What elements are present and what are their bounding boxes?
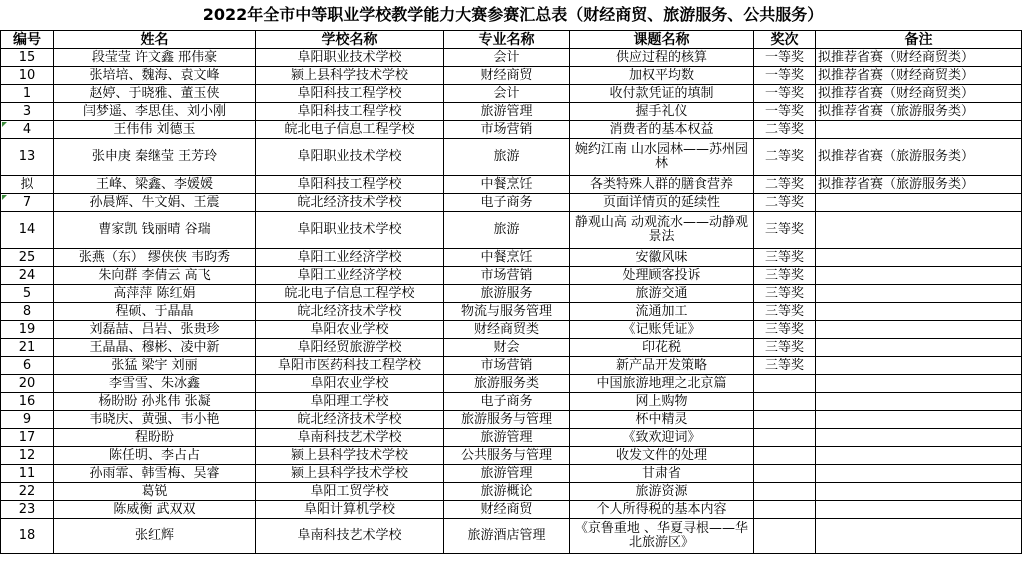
cell-id: 1 [1,85,54,103]
cell-marker-icon [2,195,7,200]
cell-award: 三等奖 [754,357,816,375]
table-row [1,194,1022,212]
col-header-topic: 课题名称 [570,31,754,49]
cell-topic: 甘肃省 [570,465,754,483]
cell-award: 二等奖 [754,176,816,194]
cell-school: 阜南科技艺术学校 [256,519,444,554]
cell-award: 二等奖 [754,139,816,176]
cell-id: 13 [1,139,54,176]
cell-major: 会计 [444,49,570,67]
table-row [1,447,1022,465]
cell-award: 三等奖 [754,339,816,357]
cell-school: 阜阳职业技术学校 [256,212,444,249]
table-row [1,285,1022,303]
cell-names: 杨盼盼 孙兆伟 张凝 [54,393,256,411]
cell-school: 阜阳科技工程学校 [256,85,444,103]
cell-note: 拟推荐省赛（旅游服务类） [816,103,1022,121]
cell-note: 拟推荐省赛（财经商贸类） [816,49,1022,67]
table-row [1,357,1022,375]
cell-note [816,212,1022,249]
table-row [1,249,1022,267]
cell-id: 8 [1,303,54,321]
table-row [1,67,1022,85]
table-row [1,121,1022,139]
cell-school: 阜阳工业经济学校 [256,249,444,267]
cell-major: 旅游 [444,212,570,249]
cell-topic: 流通加工 [570,303,754,321]
cell-school: 阜阳计算机学校 [256,501,444,519]
cell-topic: 静观山高 动观流水——动静观景法 [570,212,754,249]
cell-award: 三等奖 [754,212,816,249]
cell-names: 段莹莹 许文鑫 邢伟豪 [54,49,256,67]
cell-note [816,519,1022,554]
cell-school: 阜阳市医药科技工程学校 [256,357,444,375]
cell-major: 财经商贸类 [444,321,570,339]
cell-school: 阜阳农业学校 [256,321,444,339]
cell-school: 阜阳农业学校 [256,375,444,393]
cell-names: 韦晓庆、黄强、韦小艳 [54,411,256,429]
cell-topic: 收发文件的处理 [570,447,754,465]
cell-note: 拟推荐省赛（财经商贸类） [816,85,1022,103]
cell-note [816,465,1022,483]
cell-award [754,411,816,429]
cell-note [816,393,1022,411]
cell-note [816,267,1022,285]
cell-topic: 加权平均数 [570,67,754,85]
cell-award: 一等奖 [754,49,816,67]
cell-topic: 个人所得税的基本内容 [570,501,754,519]
cell-names: 李雪雪、朱冰鑫 [54,375,256,393]
cell-topic: 婉约江南 山水园林——苏州园林 [570,139,754,176]
cell-school: 皖北经济技术学校 [256,411,444,429]
cell-note [816,411,1022,429]
cell-names: 程硕、于晶晶 [54,303,256,321]
cell-major: 电子商务 [444,393,570,411]
cell-note: 拟推荐省赛（旅游服务类） [816,176,1022,194]
cell-id: 拟 [1,176,54,194]
cell-school: 颍上县科学技术学校 [256,67,444,85]
cell-topic: 各类特殊人群的膳食营养 [570,176,754,194]
cell-award [754,429,816,447]
cell-topic: 消费者的基本权益 [570,121,754,139]
table-row [1,49,1022,67]
cell-major: 财经商贸 [444,501,570,519]
cell-award: 三等奖 [754,249,816,267]
cell-major: 市场营销 [444,267,570,285]
cell-note [816,194,1022,212]
cell-school: 皖北经济技术学校 [256,303,444,321]
cell-names: 王晶晶、穆彬、凌中新 [54,339,256,357]
cell-note: 拟推荐省赛（旅游服务类） [816,139,1022,176]
cell-major: 中餐烹饪 [444,176,570,194]
cell-major: 物流与服务管理 [444,303,570,321]
cell-school: 阜南科技艺术学校 [256,429,444,447]
cell-names: 王伟伟 刘德玉 [54,121,256,139]
cell-school: 颍上县科学技术学校 [256,465,444,483]
table-row [1,501,1022,519]
cell-school: 颍上县科学技术学校 [256,447,444,465]
cell-id: 21 [1,339,54,357]
cell-school: 阜阳科技工程学校 [256,176,444,194]
cell-school: 皖北经济技术学校 [256,194,444,212]
cell-award: 一等奖 [754,103,816,121]
cell-names: 陈威衡 武双双 [54,501,256,519]
cell-note [816,321,1022,339]
cell-id: 9 [1,411,54,429]
cell-id: 25 [1,249,54,267]
cell-school: 阜阳科技工程学校 [256,103,444,121]
cell-id: 19 [1,321,54,339]
summary-table [0,30,1022,554]
cell-id: 18 [1,519,54,554]
cell-award: 二等奖 [754,194,816,212]
cell-major: 旅游管理 [444,429,570,447]
cell-award: 一等奖 [754,85,816,103]
cell-award: 三等奖 [754,321,816,339]
cell-award: 一等奖 [754,67,816,85]
cell-major: 财会 [444,339,570,357]
cell-names: 葛锐 [54,483,256,501]
cell-major: 旅游服务类 [444,375,570,393]
table-row [1,85,1022,103]
cell-id: 5 [1,285,54,303]
cell-award: 二等奖 [754,121,816,139]
cell-names: 程盼盼 [54,429,256,447]
cell-note [816,249,1022,267]
cell-id: 11 [1,465,54,483]
table-row [1,212,1022,249]
cell-major: 旅游酒店管理 [444,519,570,554]
cell-topic: 印花税 [570,339,754,357]
table-row [1,267,1022,285]
cell-topic: 安徽风味 [570,249,754,267]
table-row [1,375,1022,393]
cell-note [816,483,1022,501]
table-row [1,321,1022,339]
cell-school: 皖北电子信息工程学校 [256,285,444,303]
cell-topic: 处理顾客投诉 [570,267,754,285]
cell-school: 阜阳工贸学校 [256,483,444,501]
cell-id: 24 [1,267,54,285]
cell-id: 23 [1,501,54,519]
cell-topic: 《致欢迎词》 [570,429,754,447]
cell-id: 10 [1,67,54,85]
cell-names: 张红辉 [54,519,256,554]
cell-names: 闫梦遥、李思佳、刘小刚 [54,103,256,121]
cell-major: 中餐烹饪 [444,249,570,267]
table-row [1,139,1022,176]
cell-topic: 旅游资源 [570,483,754,501]
cell-note [816,285,1022,303]
cell-major: 电子商务 [444,194,570,212]
cell-names: 陈任明、李占占 [54,447,256,465]
cell-id: 12 [1,447,54,465]
cell-id: 16 [1,393,54,411]
col-header-id: 编号 [1,31,54,49]
table-row [1,393,1022,411]
cell-names: 赵婷、于晓雅、董玉侠 [54,85,256,103]
cell-school: 阜阳理工学校 [256,393,444,411]
cell-award: 三等奖 [754,267,816,285]
table-row [1,483,1022,501]
cell-topic: 旅游交通 [570,285,754,303]
table-row [1,303,1022,321]
table-row [1,411,1022,429]
col-header-award: 奖次 [754,31,816,49]
cell-names: 张培培、魏海、袁文峰 [54,67,256,85]
cell-id: 4 [1,121,54,139]
cell-note [816,357,1022,375]
cell-topic: 《京鲁重地 、华夏寻根——华北旅游区》 [570,519,754,554]
cell-id: 17 [1,429,54,447]
cell-topic: 网上购物 [570,393,754,411]
cell-award [754,483,816,501]
col-header-major: 专业名称 [444,31,570,49]
cell-id: 6 [1,357,54,375]
cell-id: 20 [1,375,54,393]
cell-award [754,393,816,411]
col-header-note: 备注 [816,31,1022,49]
cell-major: 财经商贸 [444,67,570,85]
cell-names: 高萍萍 陈红娟 [54,285,256,303]
table-title: 2022年全市中等职业学校教学能力大赛参赛汇总表（财经商贸、旅游服务、公共服务） [202,5,824,24]
cell-award: 三等奖 [754,303,816,321]
cell-topic: 新产品开发策略 [570,357,754,375]
cell-topic: 中国旅游地理之北京篇 [570,375,754,393]
cell-topic: 供应过程的核算 [570,49,754,67]
cell-school: 皖北电子信息工程学校 [256,121,444,139]
cell-award [754,447,816,465]
cell-major: 旅游概论 [444,483,570,501]
cell-names: 张燕（东） 缪侠侠 韦昀秀 [54,249,256,267]
cell-award [754,465,816,483]
cell-award [754,501,816,519]
cell-major: 旅游服务与管理 [444,411,570,429]
cell-note [816,501,1022,519]
table-row [1,465,1022,483]
table-row [1,519,1022,554]
cell-major: 旅游服务 [444,285,570,303]
cell-award [754,519,816,554]
cell-topic: 收付款凭证的填制 [570,85,754,103]
cell-school: 阜阳职业技术学校 [256,139,444,176]
cell-topic: 《记账凭证》 [570,321,754,339]
table-row [1,176,1022,194]
cell-note [816,375,1022,393]
cell-major: 市场营销 [444,121,570,139]
cell-names: 张猛 梁宇 刘丽 [54,357,256,375]
cell-school: 阜阳职业技术学校 [256,49,444,67]
cell-names: 曹家凯 钱丽晴 谷瑞 [54,212,256,249]
cell-names: 王峰、梁鑫、李媛媛 [54,176,256,194]
cell-names: 朱向群 李倩云 高飞 [54,267,256,285]
cell-note [816,303,1022,321]
cell-major: 旅游管理 [444,465,570,483]
cell-note [816,121,1022,139]
cell-topic: 杯中精灵 [570,411,754,429]
header-row [1,31,1022,49]
cell-names: 张申庚 秦继莹 王芳玲 [54,139,256,176]
cell-note [816,339,1022,357]
cell-names: 孙雨霏、韩雪梅、吴睿 [54,465,256,483]
cell-id: 7 [1,194,54,212]
cell-award [754,375,816,393]
cell-school: 阜阳工业经济学校 [256,267,444,285]
table-row [1,339,1022,357]
cell-topic: 页面详情页的延续性 [570,194,754,212]
cell-id: 22 [1,483,54,501]
cell-note [816,429,1022,447]
table-row [1,103,1022,121]
cell-major: 旅游 [444,139,570,176]
cell-award: 三等奖 [754,285,816,303]
cell-marker-icon [2,122,7,127]
col-header-names: 姓名 [54,31,256,49]
cell-major: 旅游管理 [444,103,570,121]
table-row [1,429,1022,447]
cell-id: 14 [1,212,54,249]
col-header-school: 学校名称 [256,31,444,49]
cell-names: 孙晨辉、牛文娟、王震 [54,194,256,212]
cell-major: 公共服务与管理 [444,447,570,465]
cell-note [816,447,1022,465]
cell-id: 15 [1,49,54,67]
cell-school: 阜阳经贸旅游学校 [256,339,444,357]
cell-note: 拟推荐省赛（财经商贸类） [816,67,1022,85]
cell-major: 会计 [444,85,570,103]
cell-topic: 握手礼仪 [570,103,754,121]
cell-major: 市场营销 [444,357,570,375]
cell-names: 刘磊喆、吕岩、张贵珍 [54,321,256,339]
cell-id: 3 [1,103,54,121]
